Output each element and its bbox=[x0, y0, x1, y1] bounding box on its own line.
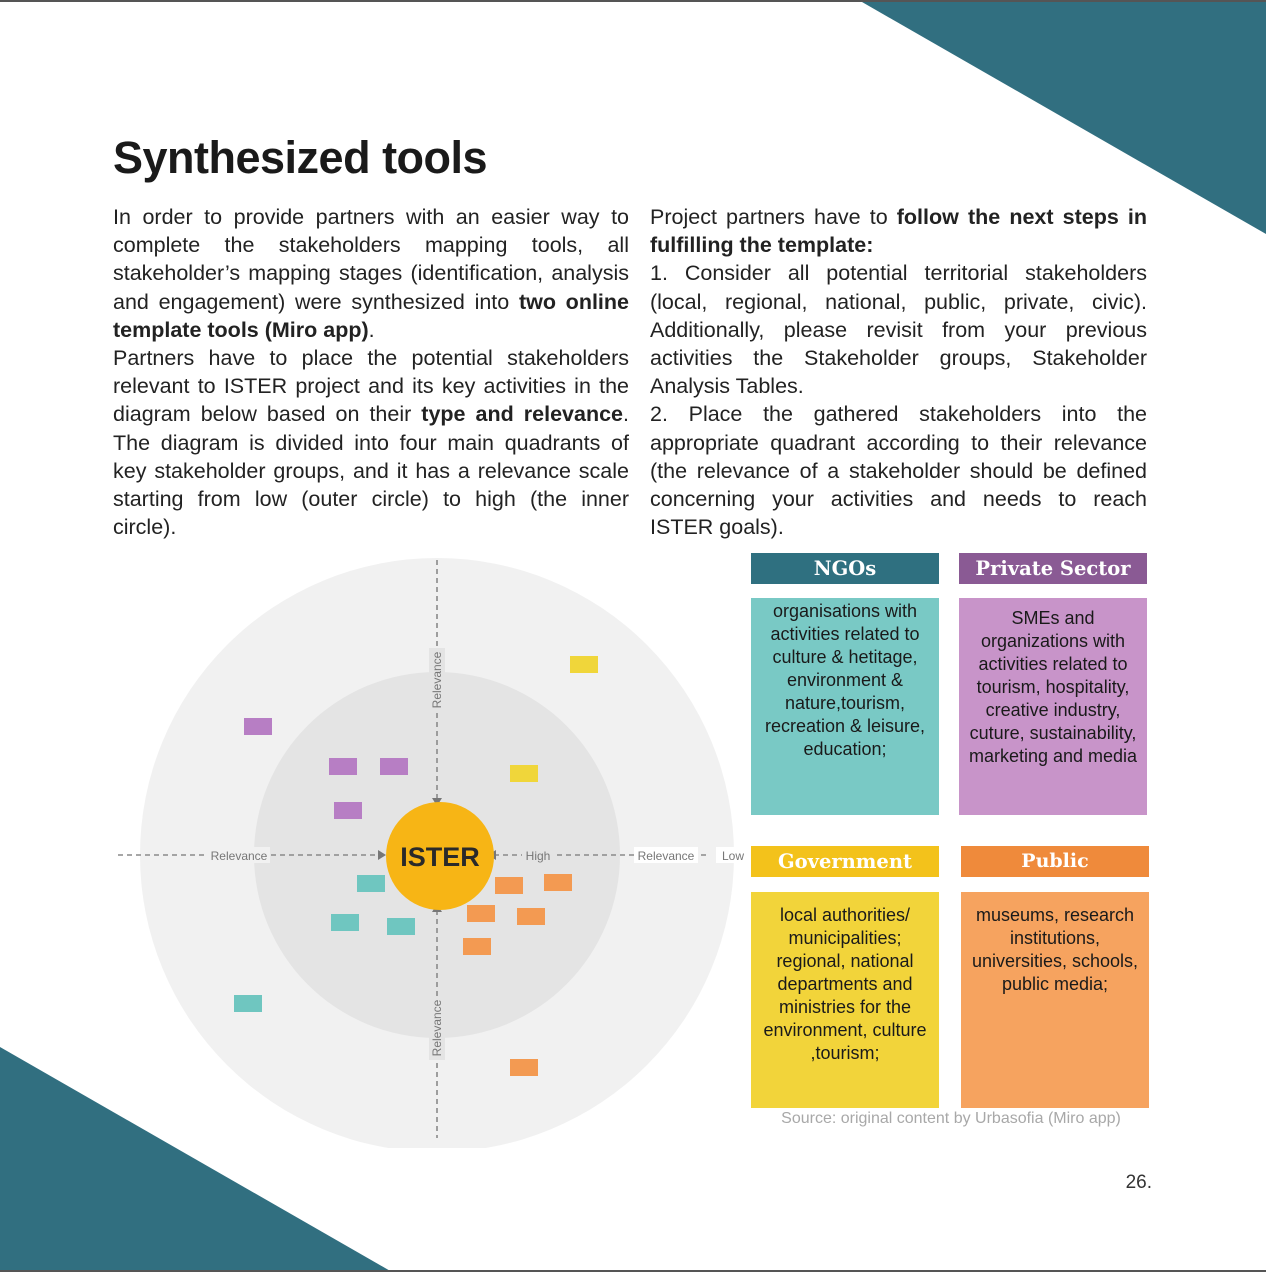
sticky-note bbox=[544, 874, 572, 891]
relevance-label-right: Relevance bbox=[637, 849, 695, 863]
private-sector-description: SMEs and organizations with activities related to tourism, hospitality, creative industry, cuture, sustainability, marketing and media bbox=[959, 598, 1147, 815]
sticky-note bbox=[570, 656, 598, 673]
sticky-note bbox=[495, 877, 523, 894]
ngos-description: organisations with activities related to culture & hetitage, environment & nature,tourism, recreation & leisure, education; bbox=[751, 598, 939, 815]
ngos-header: NGOs bbox=[751, 553, 939, 584]
ister-center-label: ISTER bbox=[400, 842, 480, 872]
page-number: 26. bbox=[1125, 1172, 1152, 1193]
sticky-note bbox=[329, 758, 357, 775]
high-label: High bbox=[525, 849, 551, 863]
sticky-note bbox=[380, 758, 408, 775]
sticky-note bbox=[357, 875, 385, 892]
sticky-note bbox=[387, 918, 415, 935]
private-sector-header: Private Sector bbox=[959, 553, 1147, 584]
page-title: Synthesized tools bbox=[113, 132, 488, 183]
sticky-note bbox=[331, 914, 359, 931]
relevance-label-left: Relevance bbox=[210, 849, 268, 863]
left-paragraph-2: Partners have to place the potential stakeholders relevant to ISTER project and its key activities in the diagram below based on their type and relevance. The diagram is divided into four main quadrants of key stakeholder groups, and it has a relevance scale starting from low (outer circle) to high (the inner circle). bbox=[113, 346, 629, 540]
source-caption: Source: original content by Urbasofia (Miro app) bbox=[781, 1110, 1121, 1127]
step-1: 1. Consider all potential territorial stakeholders (local, regional, national, public, private, civic). Additionally, please revisit from your previous activities the Stakeholder groups, Stakeholder Analysis Tables. bbox=[650, 261, 1147, 399]
right-intro: Project partners have to follow the next steps in fulfilling the template: bbox=[650, 205, 1148, 258]
sticky-note bbox=[234, 995, 262, 1012]
relevance-label-bottom: Relevance bbox=[430, 999, 444, 1057]
step-2: 2. Place the gathered stakeholders into the appropriate quadrant according to their relevance (the relevance of a stakeholder should be defined concerning your activities and needs to reach ISTER goals). bbox=[650, 402, 1147, 540]
left-column bbox=[113, 203, 629, 541]
public-institutions-header: Public bbox=[961, 846, 1149, 877]
public-institutions-description: museums, research institutions, universities, schools, public media; bbox=[961, 892, 1149, 1108]
sticky-note bbox=[463, 938, 491, 955]
top-right-triangle bbox=[862, 2, 1266, 234]
government-description: local authorities/ municipalities; regional, national departments and ministries for the environment, culture ,tourism; bbox=[751, 892, 939, 1108]
relevance-diagram bbox=[110, 548, 750, 1148]
left-paragraph-1: In order to provide partners with an easier way to complete the stakeholders mapping tools, all stakeholder’s mapping stages (identification, analysis and engagement) were synthesized into two online template tools (Miro app). bbox=[113, 205, 629, 342]
sticky-note bbox=[467, 905, 495, 922]
right-column bbox=[650, 203, 1147, 541]
sticky-note bbox=[334, 802, 362, 819]
sticky-note bbox=[244, 718, 272, 735]
low-label: Low bbox=[721, 849, 745, 863]
sticky-note bbox=[510, 1059, 538, 1076]
relevance-label-top: Relevance bbox=[430, 651, 444, 709]
sticky-note bbox=[517, 908, 545, 925]
government-header: Government bbox=[751, 846, 939, 877]
sticky-note bbox=[510, 765, 538, 782]
